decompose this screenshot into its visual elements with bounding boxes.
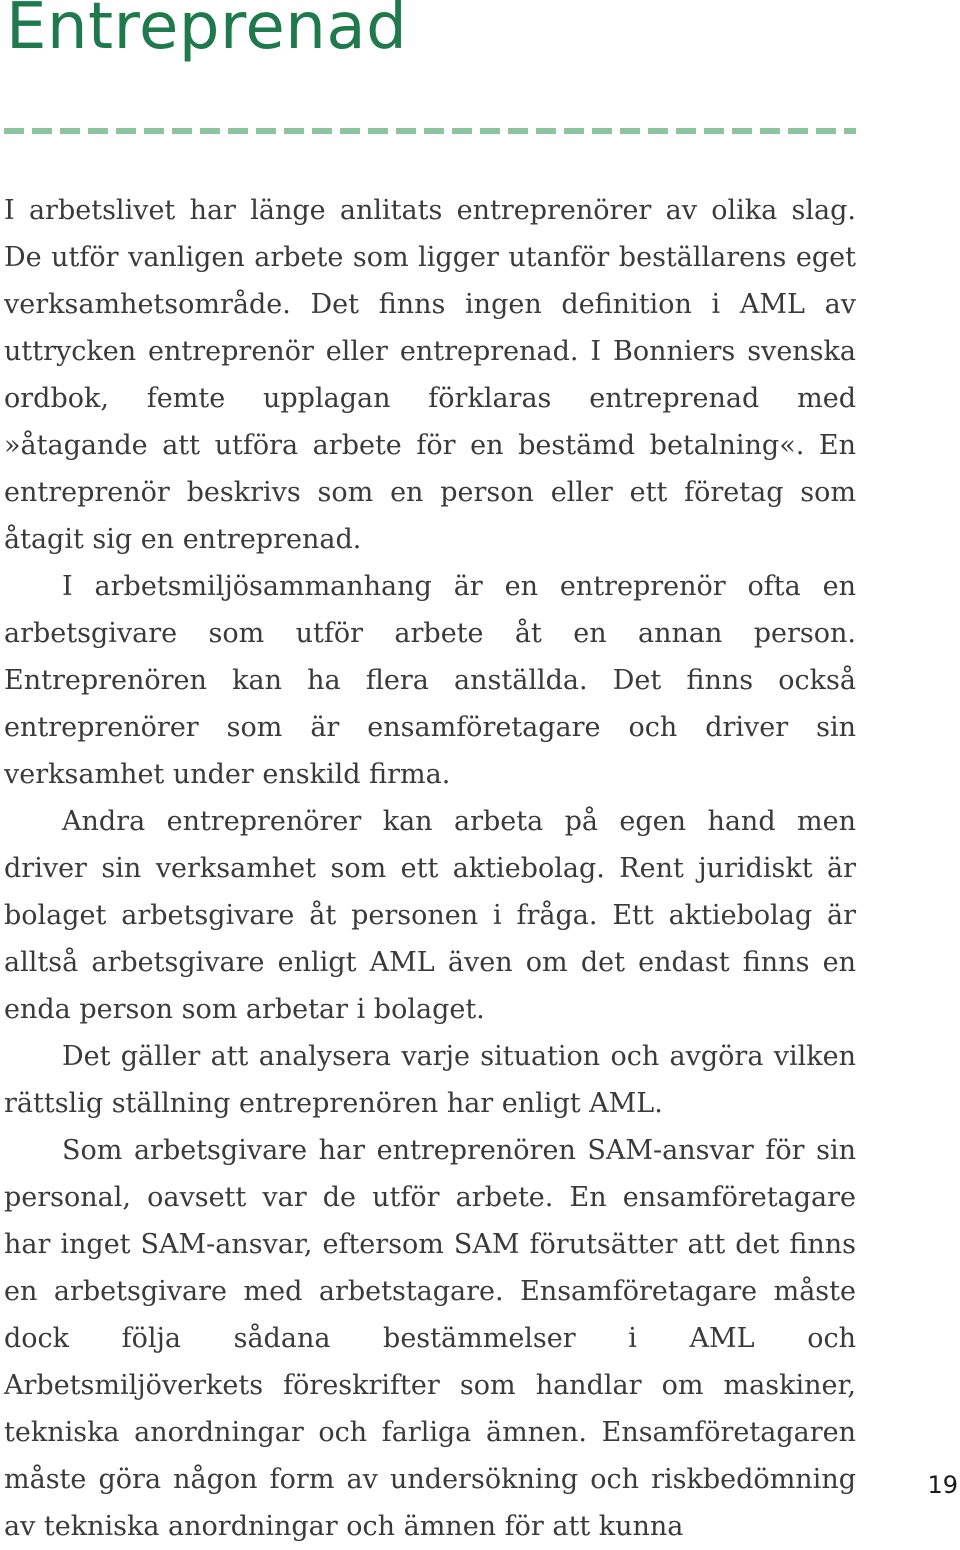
paragraph-1: I arbetslivet har länge anlitats entreprenörer av olika slag. De utför vanligen arbete som ligger utanför beställarens eget verksamhetsområde. Det finns ingen definition i AML av uttrycken entreprenör eller entreprenad. I Bonniers svenska ordbok, femte upplagan förklaras entreprenad med »åtagande att utföra arbete för en bestämd betalning«. En entreprenör beskrivs som en person eller ett företag som åtagit sig en entreprenad.	[4, 195, 856, 555]
body-text	[4, 187, 856, 1550]
paragraph-2: I arbetsmiljösammanhang är en entreprenör ofta en arbetsgivare som utför arbete åt en annan person. Entreprenören kan ha flera anställda. Det finns också entreprenörer som är ensamföretagare och driver sin verksamhet under enskild firma.	[4, 571, 856, 790]
page-title: Entreprenad	[6, 0, 408, 64]
dashed-divider	[4, 128, 856, 134]
paragraph-4: Det gäller att analysera varje situation och avgöra vilken rättslig ställning entreprenören har enligt AML.	[4, 1041, 856, 1119]
paragraph-5: Som arbetsgivare har entreprenören SAM-ansvar för sin personal, oavsett var de utför arbete. En ensamföretagare har inget SAM-ansvar, eftersom SAM förutsätter att det finns en arbetsgivare med arbetstagare. Ensamföretagare måste dock följa sådana bestämmelser i AML och Arbetsmiljöverkets föreskrifter som handlar om maskiner, tekniska anordningar och farliga ämnen. Ensamföretagaren måste göra någon form av undersökning och riskbedömning av tekniska anordningar och ämnen för att kunna	[4, 1135, 856, 1542]
page-number: 19	[927, 1471, 958, 1499]
paragraph-3: Andra entreprenörer kan arbeta på egen hand men driver sin verksamhet som ett aktiebolag. Rent juridiskt är bolaget arbetsgivare åt personen i fråga. Ett aktiebolag är alltså arbetsgivare enligt AML även om det endast finns en enda person som arbetar i bolaget.	[4, 806, 856, 1025]
